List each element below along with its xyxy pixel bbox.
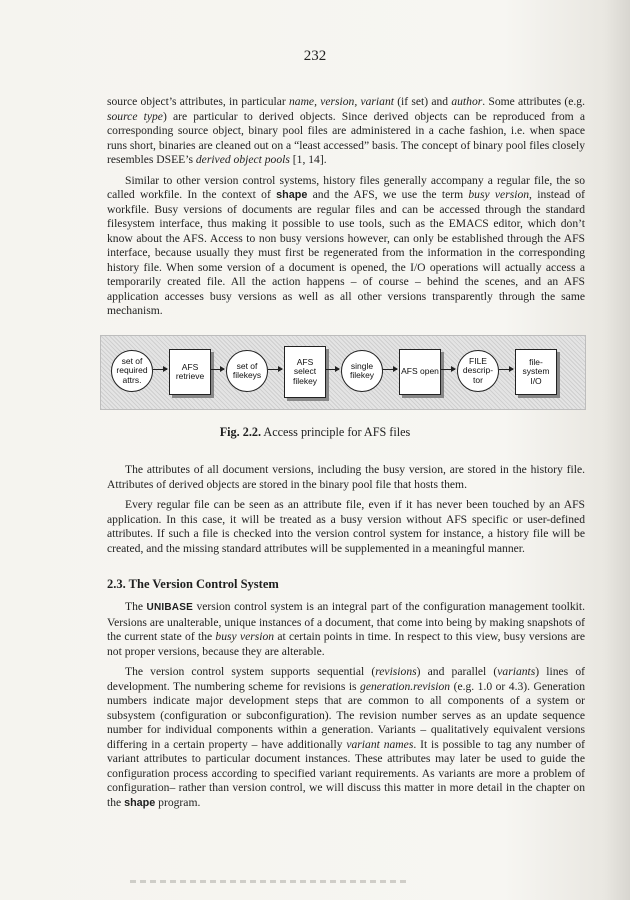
text-run: [1, 14]. bbox=[289, 153, 327, 166]
node-label: file-system I/O bbox=[522, 356, 550, 386]
emphasis-text: variant names bbox=[346, 737, 414, 751]
paragraph bbox=[107, 95, 585, 168]
emphasis-text: revisions bbox=[375, 665, 417, 678]
text-run: (e.g. 1.0 or 4.3). Generation numbers indicate major development steps that are common to all components of a system or subsystem (configuration or subconfiguration). The revision number serves as an update sequence number for individual components within a generation. Variants – qualitatively equivalent versions differing in a certain property – have additionally bbox=[107, 679, 585, 751]
flow-arrow bbox=[441, 369, 455, 370]
version-control-text-block bbox=[107, 600, 585, 816]
text-run: ) and parallel ( bbox=[416, 665, 498, 678]
text-run: version control system is an integral part of the configuration management toolkit. Versions are unalterable, unique instances of a document, that come into being by making snapshots of the current state of the bbox=[107, 600, 585, 643]
afs-open-node bbox=[399, 349, 441, 395]
node-label: single filekey bbox=[349, 360, 375, 380]
text-run: . It is possible to tag any number of variant attributes to particular document instances. These attributes may later be used to guide the configuration process according to specified variant requirements. As variants are more a problem of configuration– rather than version control, we will discuss this matter in more detail in the chapter on the bbox=[107, 737, 585, 809]
afs-retrieve-node bbox=[169, 349, 211, 395]
afs-access-diagram bbox=[100, 335, 586, 410]
emphasis-text: name, version, variant bbox=[288, 95, 394, 108]
node-label: set of required attrs. bbox=[116, 355, 148, 385]
paragraph bbox=[107, 600, 585, 659]
text-run: program. bbox=[155, 795, 201, 809]
figure-caption-label: Fig. 2.2. bbox=[219, 425, 262, 439]
emphasis-text: variants bbox=[497, 665, 536, 678]
text-run: Every regular file can be seen as an attribute file, even if it has never been touched by an AFS application. In this case, it will be treated as a busy version without AFS specific or user-defined attributes. If such a file is checked into the version control system for instance, a history file will be created, and the missing standard attributes will be supplemented in a meaningful manner. bbox=[107, 498, 585, 555]
tool-name: shape bbox=[124, 796, 156, 809]
file-descriptor-node bbox=[457, 350, 499, 392]
node-label: AFS open bbox=[401, 366, 439, 377]
node-label: AFS retrieve bbox=[175, 361, 205, 381]
flow-arrow bbox=[268, 369, 282, 370]
afs-select-filekey-node bbox=[284, 346, 326, 398]
set-of-filekeys-node bbox=[226, 350, 268, 392]
paragraph bbox=[107, 463, 585, 492]
emphasis-text: busy version bbox=[468, 188, 530, 201]
emphasis-text: author bbox=[451, 95, 483, 108]
text-run: and the AFS, we use the term bbox=[307, 188, 469, 201]
section-heading: 2.3. The Version Control System bbox=[107, 577, 279, 591]
file-system-io-node bbox=[515, 349, 557, 395]
node-label: AFS select filekey bbox=[292, 356, 318, 386]
text-run: Similar to other version control systems, history files generally accompany a regular file, the so called workfile. In the context of bbox=[107, 173, 585, 201]
intro-text-block bbox=[107, 95, 585, 325]
node-label: FILE descrip-tor bbox=[462, 355, 494, 385]
text-run: ) lines of development. The numbering scheme for revisions is bbox=[107, 665, 585, 693]
figure-caption bbox=[0, 425, 630, 440]
text-run: , instead of workfile. Busy versions of documents are regular files and can be accessed through the standard filesystem interface, thus making it possible to use tools, such as the EMACS editor, which don’t know about the AFS. Access to non busy versions however, can only be established through the AFS interface, because usually they must first be regenerated from the information in the corresponding history file. When some version of a document is opened, the I/O operations will actually access a temporarily created file. All the action happens – of course – behind the scenes, and an AFS application accesses busy versions as well as all other versions transparently through the same mechanism. bbox=[107, 188, 585, 317]
emphasis-text: generation.revision bbox=[360, 679, 451, 693]
emphasis-text: derived object pools bbox=[195, 153, 290, 166]
flow-arrow bbox=[211, 369, 224, 370]
emphasis-text: source type bbox=[107, 109, 163, 123]
attributes-text-block bbox=[107, 463, 585, 562]
product-name: UNIBASE bbox=[146, 602, 193, 613]
text-run: The attributes of all document versions, including the busy version, are stored in the history file. Attributes of derived objects are stored in the binary pool file that hosts them. bbox=[107, 463, 585, 491]
scan-artifact bbox=[130, 880, 410, 883]
paragraph bbox=[107, 174, 585, 319]
set-of-required-attrs-node bbox=[111, 350, 153, 392]
text-run: source object’s attributes, in particular bbox=[107, 95, 289, 108]
text-run: ) are particular to derived objects. Since derived objects can be reproduced from a corresponding source object, binary pool files are administered in a cache fashion, i.e. when space runs short, binaries are cleaned out on a “least accessed” basis. The concept of binary pool files closely resembles DSEE’s bbox=[107, 109, 585, 166]
tool-name: shape bbox=[276, 189, 308, 201]
flow-arrow bbox=[326, 369, 339, 370]
text-run: The version control system supports sequential ( bbox=[125, 665, 376, 678]
text-run: at certain points in time. In respect to this view, busy versions are not proper versions, because they are alterable. bbox=[107, 630, 585, 658]
single-filekey-node bbox=[341, 350, 383, 392]
text-run: . Some attributes (e.g. bbox=[482, 95, 585, 108]
node-label: set of filekeys bbox=[232, 360, 262, 380]
emphasis-text: busy version bbox=[215, 630, 275, 643]
page-number: 232 bbox=[303, 48, 327, 64]
paragraph bbox=[107, 498, 585, 556]
flow-arrow bbox=[383, 369, 397, 370]
flow-arrow bbox=[153, 369, 167, 370]
text-run: The bbox=[125, 600, 147, 613]
flow-arrow bbox=[499, 369, 513, 370]
paragraph bbox=[107, 665, 585, 810]
figure-caption-text: Access principle for AFS files bbox=[261, 425, 411, 439]
text-run: (if set) and bbox=[393, 95, 452, 108]
